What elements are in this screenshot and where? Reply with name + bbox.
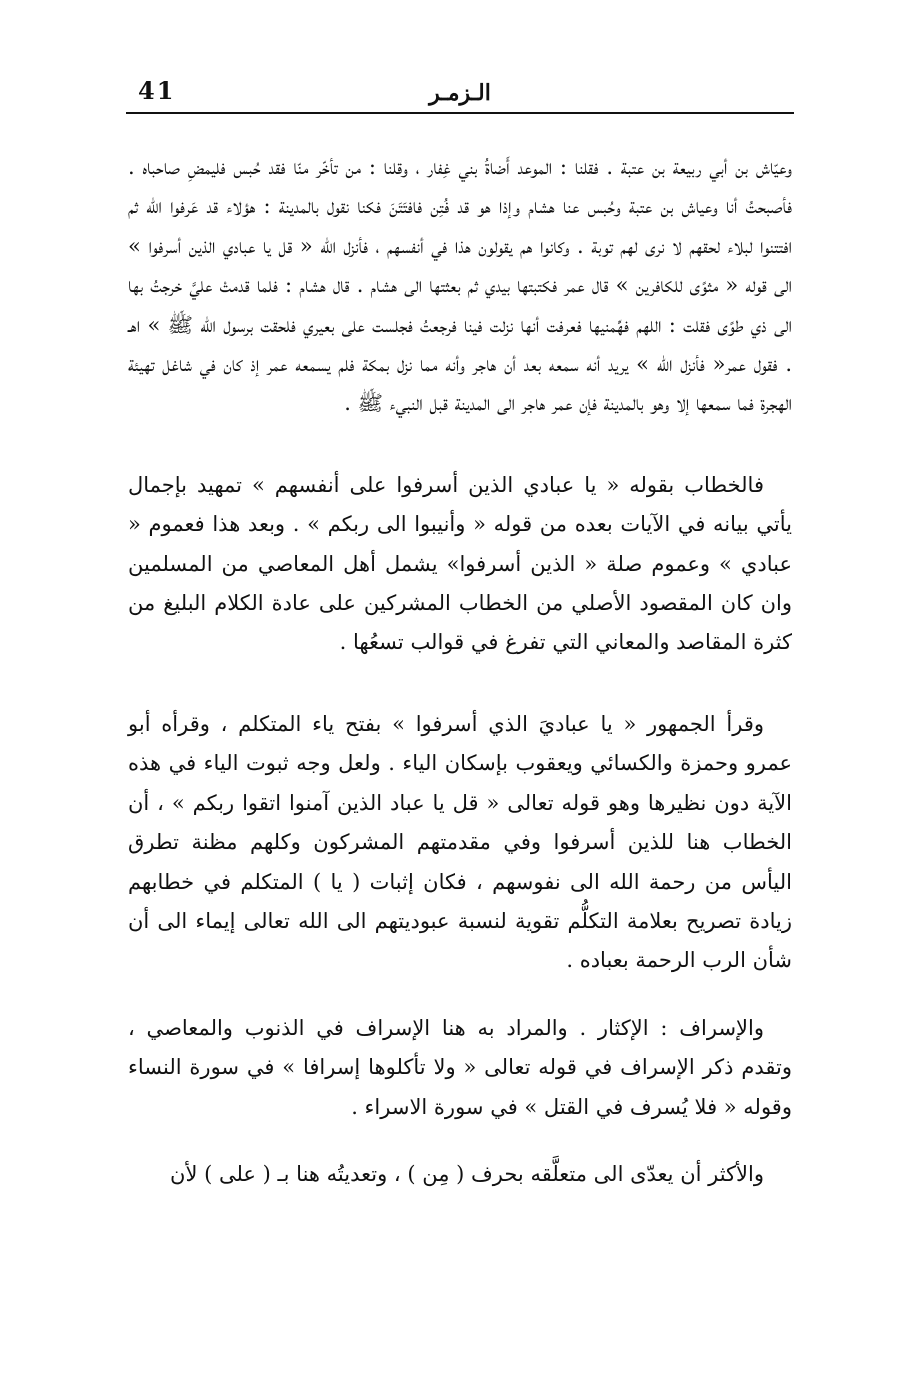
page-header [126, 76, 794, 110]
header-rule [126, 112, 794, 114]
paragraph-hadith-continuation: وعيّاش بن أبي ربيعة بن عتبة . فقلنا : الموعد أَضاةُ بني غِفار ، وقلنا : من تأخّر منّا فقد حُبس فليمضِ صاحباه . فأصبحتُ أنا وعياش بن عتبة وحُبس عنا هشام وإذا هو قد فُتِن فافتَتَنَ فكنا نقول بالمدينة : هؤلاء قد عَرفوا الله ثم افتتنوا لبلاء لحقهم لا نرى لهم توبة . وكانوا هم يقولون هذا في أنفسهم ، فأنزل الله « قل يا عبادي الذين أسرفوا » الى قوله « مثوًى للكافرين » قال عمر فكتبتها بيدي ثم بعثتها الى هشام . قال هشام : فلما قدمتْ عليَّ خرجتُ بها الى ذي طوًى فقلت : اللهم فهِّمنيها فعرفت أنها نزلت فينا فرجعتُ فجلست على بعيري فلحقت برسول الله ﷺ » اهـ . فقول عمر« فأنزل الله » يريد أنه سمعه بعد أن هاجر وأنه مما نزل بمكة فلم يسمعه عمر إذ كان في شاغل تهيئة الهجرة فما سمعها إلا وهو بالمدينة فإن عمر هاجر الى المدينة قبل النبيء ﷺ . [128, 155, 792, 416]
paragraph-address-explanation: فالخطاب بقوله « يا عبادي الذين أسرفوا على أنفسهم » تمهيد بإجمال يأتي بيانه في الآيات بعده من قوله « وأنيبوا الى ربكم » . وبعد هذا فعموم « عبادي » وعموم صلة « الذين أسرفوا» يشمل أهل المعاصي من المسلمين وان كان المقصود الأصلي من الخطاب المشركين على عادة الكلام البليغ من كثرة المقاصد والمعاني التي تفرغ في قوالب تسعُها . [128, 472, 792, 655]
paragraph-israf-definition: والإسراف : الإكثار . والمراد به هنا الإسراف في الذنوب والمعاصي ، وتقدم ذكر الإسراف في قوله تعالى « ولا تأكلوها إسرافا » في سورة النساء وقوله « فلا يُسرف في القتل » في سورة الاسراء . [128, 1015, 792, 1119]
body-text [128, 148, 792, 1194]
paragraph-readings: وقرأ الجمهور « يا عباديَ الذي أسرفوا » بفتح ياء المتكلم ، وقرأه أبو عمرو وحمزة والكسائي ويعقوب بإسكان الياء . ولعل وجه ثبوت الياء في هذه الآية دون نظيرها وهو قوله تعالى « قل يا عباد الذين آمنوا اتقوا ربكم » ، أن الخطاب هنا للذين أسرفوا وفي مقدمتهم المشركون وكلهم مظنة تطرق اليأس من رحمة الله الى نفوسهم ، فكان إثبات ( يا ) المتكلم في خطابهم زيادة تصريح بعلامة التكلُّم تقوية لنسبة عبوديتهم الى الله تعالى إيماء الى أن شأن الرب الرحمة بعباده . [128, 711, 792, 973]
running-title: الـزمـر [429, 80, 491, 106]
page-number: 41 [138, 76, 176, 105]
paragraph-transitivity: والأكثر أن يعدّى الى متعلَّقه بحرف ( مِن ) ، وتعديتُه هنا بـ ( على ) لأن [170, 1161, 764, 1186]
